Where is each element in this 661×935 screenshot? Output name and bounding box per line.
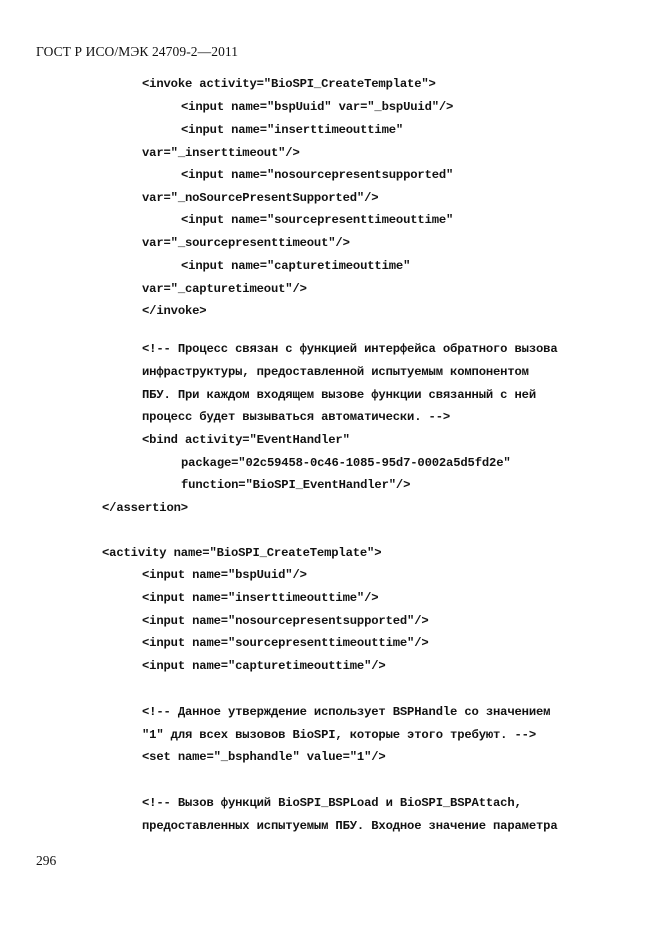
code-comment-line: <!-- Данное утверждение использует BSPHandle со значением — [142, 705, 551, 719]
code-comment-line: ПБУ. При каждом входящем вызове функции связанный с ней — [142, 388, 537, 402]
code-line: <activity name="BioSPI_CreateTemplate"> — [102, 546, 382, 560]
code-line: <input name="sourcepresenttimeouttime" — [181, 213, 454, 227]
code-comment-line: <!-- Процесс связан с функцией интерфейса обратного вызова — [142, 342, 558, 356]
code-line: var="_inserttimeout"/> — [142, 146, 300, 160]
code-line: var="_capturetimeout"/> — [142, 282, 307, 296]
code-line: function="BioSPI_EventHandler"/> — [181, 478, 411, 492]
code-line: <input name="nosourcepresentsupported" — [181, 168, 454, 182]
code-line: <input name="bspUuid" var="_bspUuid"/> — [181, 100, 454, 114]
code-line: <input name="capturetimeouttime" — [181, 259, 411, 273]
code-comment-line: "1" для всех вызовов BioSPI, которые этого требуют. --> — [142, 728, 537, 742]
code-line: package="02c59458-0c46-1085-95d7-0002a5d5fd2e" — [181, 456, 511, 470]
page-number: 296 — [36, 853, 57, 868]
code-line: <set name="_bsphandle" value="1"/> — [142, 750, 386, 764]
code-line: <input name="inserttimeouttime" — [181, 123, 404, 137]
code-comment-line: процесс будет вызываться автоматически. --> — [142, 410, 451, 424]
code-line: <input name="capturetimeouttime"/> — [142, 659, 386, 673]
code-line: <bind activity="EventHandler" — [142, 433, 350, 447]
code-line: <input name="bspUuid"/> — [142, 568, 307, 582]
code-comment-line: инфраструктуры, предоставленной испытуемым компонентом — [142, 365, 529, 379]
code-line: var="_sourcepresenttimeout"/> — [142, 236, 350, 250]
code-comment-line: <!-- Вызов функций BioSPI_BSPLoad и BioSPI_BSPAttach, — [142, 796, 522, 810]
code-line: var="_noSourcePresentSupported"/> — [142, 191, 379, 205]
code-line: <input name="inserttimeouttime"/> — [142, 591, 379, 605]
code-line: </assertion> — [102, 501, 188, 515]
code-line: <invoke activity="BioSPI_CreateTemplate"> — [142, 77, 436, 91]
code-line: </invoke> — [142, 304, 207, 318]
code-comment-line: предоставленных испытуемым ПБУ. Входное значение параметра — [142, 819, 558, 833]
code-line: <input name="nosourcepresentsupported"/> — [142, 614, 429, 628]
document-header: ГОСТ Р ИСО/МЭК 24709-2—2011 — [36, 44, 239, 59]
code-line: <input name="sourcepresenttimeouttime"/> — [142, 636, 429, 650]
